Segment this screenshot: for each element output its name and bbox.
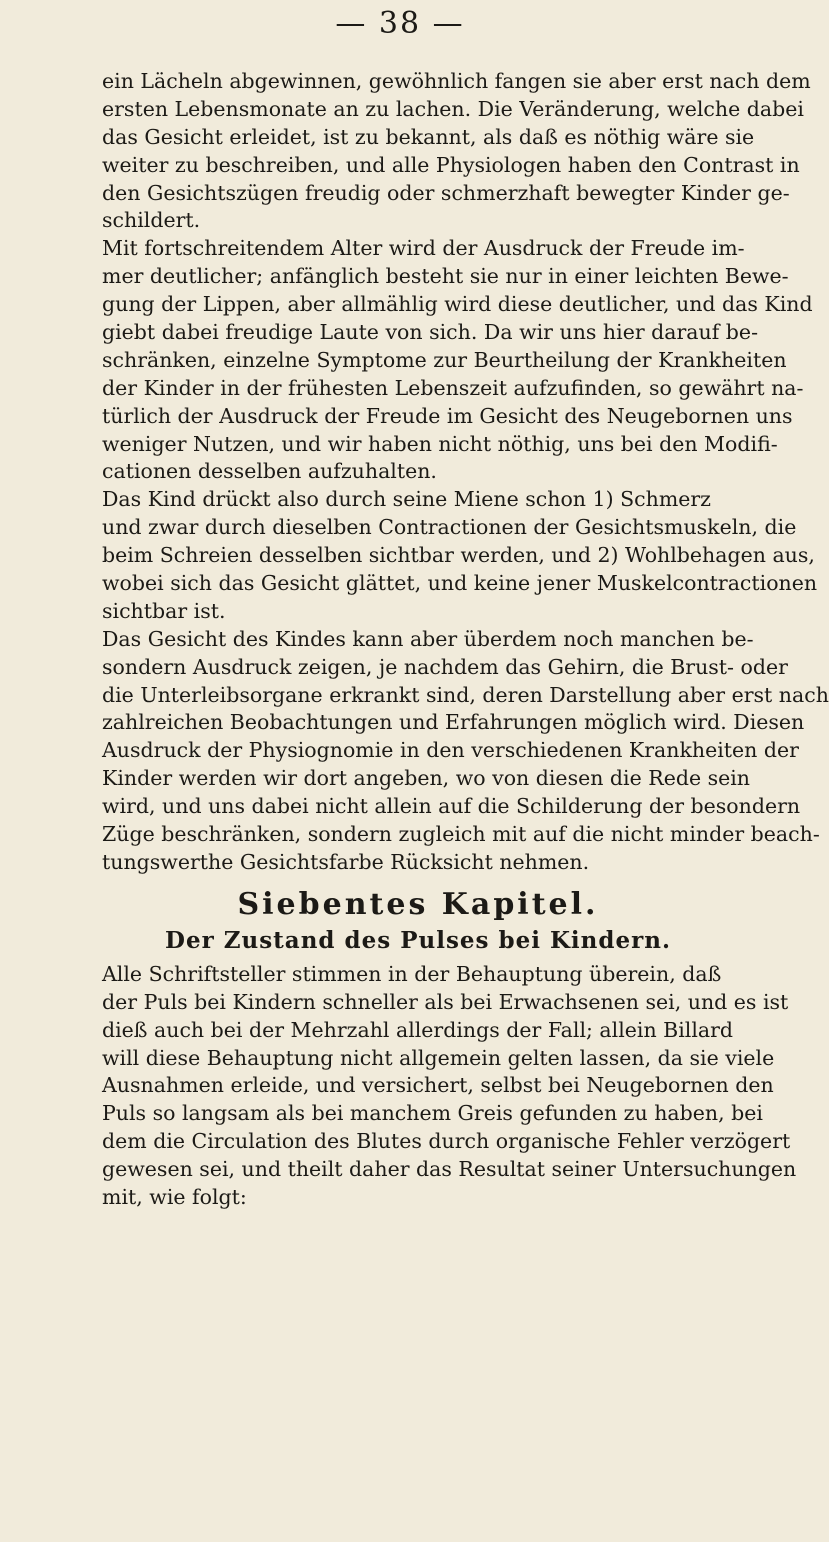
text-line: ersten Lebensmonate an zu lachen. Die Veränderung, welche dabei <box>102 96 804 121</box>
text-line: dem die Circulation des Blutes durch organische Fehler verzögert <box>102 1129 791 1154</box>
paragraph-freude <box>102 235 813 486</box>
text-line: der Kinder in der frühesten Lebenszeit aufzufinden, so gewährt na- <box>102 375 804 400</box>
text-line: beim Schreien desselben sichtbar werden, und 2) Wohlbehagen aus, <box>102 543 815 568</box>
text-line: Kinder werden wir dort angeben, wo von diesen die Rede sein <box>102 766 751 791</box>
text-line: mer deutlicher; anfänglich besteht sie nur in einer leichten Bewe- <box>102 264 789 289</box>
text-line: das Gesicht erleidet, ist zu bekannt, als daß es nöthig wäre sie <box>102 124 755 149</box>
chapter-title: Siebentes Kapitel. <box>237 886 599 922</box>
text-line: Das Gesicht des Kindes kann aber überdem noch manchen be- <box>102 626 754 651</box>
text-line: Ausdruck der Physiognomie in den verschiedenen Krankheiten der <box>102 738 799 763</box>
text-line: ein Lächeln abgewinnen, gewöhnlich fangen sie aber erst nach dem <box>102 69 811 93</box>
text-line: mit, wie folgt: <box>102 1184 247 1209</box>
text-line: tungswerthe Gesichtsfarbe Rücksicht nehmen. <box>102 849 590 874</box>
page-number: — 38 — <box>335 6 465 41</box>
text-line: weiter zu beschreiben, und alle Physiologen haben den Contrast in <box>102 152 800 177</box>
text-line: die Unterleibsorgane erkrankt sind, deren Darstellung aber erst nach <box>102 682 829 707</box>
text-line: will diese Behauptung nicht allgemein gelten lassen, da sie viele <box>102 1045 775 1070</box>
text-line: sichtbar ist. <box>102 598 226 623</box>
chapter-subtitle: Der Zustand des Pulses bei Kindern. <box>165 926 671 954</box>
text-line: Mit fortschreitendem Alter wird der Ausdruck der Freude im- <box>102 236 745 261</box>
text-line: sondern Ausdruck zeigen, je nachdem das Gehirn, die Brust- oder <box>102 654 788 679</box>
text-line: Züge beschränken, sondern zugleich mit auf die nicht minder beach- <box>102 822 820 847</box>
text-line: wird, und uns dabei nicht allein auf die Schilderung der besondern <box>102 794 801 819</box>
text-line: wobei sich das Gesicht glättet, und keine jener Muskelcontractionen <box>102 571 818 596</box>
text-line: gung der Lippen, aber allmählig wird diese deutlicher, und das Kind <box>102 292 813 317</box>
text-line: schränken, einzelne Symptome zur Beurtheilung der Krankheiten <box>102 347 787 372</box>
text-line: Puls so langsam als bei manchem Greis gefunden zu haben, bei <box>102 1101 763 1126</box>
paragraph-puls <box>102 961 797 1212</box>
text-line: zahlreichen Beobachtungen und Erfahrungen möglich wird. Diesen <box>102 710 805 735</box>
paragraph-miene <box>102 486 818 625</box>
text-line: weniger Nutzen, und wir haben nicht nöthig, uns bei den Modifi- <box>102 431 778 456</box>
text-line: türlich der Ausdruck der Freude im Gesicht des Neugebornen uns <box>102 403 793 428</box>
text-line: gewesen sei, und theilt daher das Resultat seiner Untersuchungen <box>102 1157 797 1182</box>
text-line: Alle Schriftsteller stimmen in der Behauptung überein, daß <box>102 961 722 986</box>
text-line: schildert. <box>102 208 201 233</box>
text-line: cationen desselben aufzuhalten. <box>102 459 437 484</box>
text-line: dieß auch bei der Mehrzahl allerdings der Fall; allein Billard <box>102 1017 734 1042</box>
text-line: giebt dabei freudige Laute von sich. Da wir uns hier darauf be- <box>102 320 758 345</box>
paragraph-gesicht <box>102 626 829 877</box>
text-line: Das Kind drückt also durch seine Miene schon 1) Schmerz <box>102 487 711 512</box>
page-text <box>102 68 829 1212</box>
text-line: und zwar durch dieselben Contractionen der Gesichtsmuskeln, die <box>102 515 797 540</box>
text-line: den Gesichtszügen freudig oder schmerzhaft bewegter Kinder ge- <box>102 180 790 205</box>
paragraph-lachen <box>102 68 811 235</box>
text-line: der Puls bei Kindern schneller als bei Erwachsenen sei, und es ist <box>102 989 789 1014</box>
text-line: Ausnahmen erleide, und versichert, selbst bei Neugebornen den <box>102 1073 774 1098</box>
